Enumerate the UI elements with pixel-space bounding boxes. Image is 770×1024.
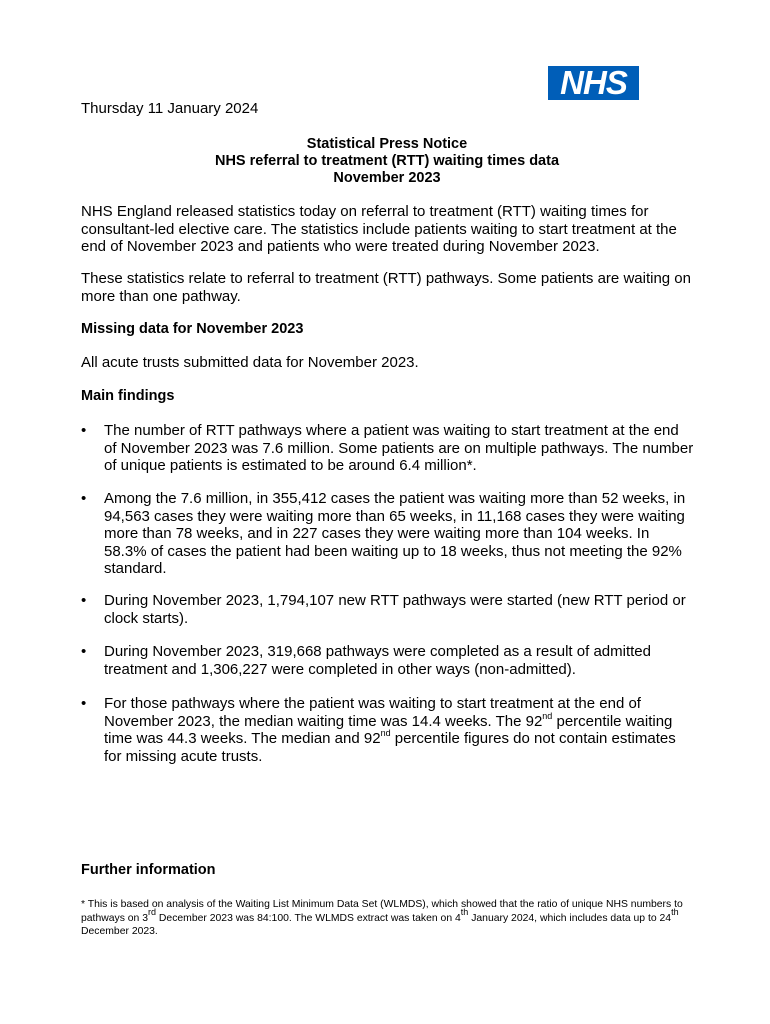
title-line-3: November 2023 xyxy=(333,170,441,186)
footnote-part: December 2023. xyxy=(81,926,158,937)
finding-text: The number of RTT pathways where a patient was waiting to start treatment at the end of November 2023 was 7.6 million. Some patients are on multiple pathways. The number of unique patients is estimated to be around 6.4 million*. xyxy=(104,422,694,474)
missing-data-heading: Missing data for November 2023 xyxy=(81,321,304,337)
bullet-icon: • xyxy=(81,490,87,507)
finding-text-part: percentile figures do not contain estimates for missing acute trusts. xyxy=(104,730,676,765)
footnote xyxy=(81,898,693,939)
bullet-icon: • xyxy=(81,643,87,660)
ordinal-suffix: nd xyxy=(542,710,553,721)
missing-data-text: All acute trusts submitted data for November 2023. xyxy=(81,354,419,371)
document-title xyxy=(81,136,693,187)
publication-date: Thursday 11 January 2024 xyxy=(81,100,259,117)
footnote-part: January 2024, which includes data up to 24 xyxy=(468,912,672,924)
finding-text: During November 2023, 319,668 pathways were completed as a result of admitted treatment and 1,306,227 were completed in other ways (non-admitted). xyxy=(104,643,651,678)
finding-text: During November 2023, 1,794,107 new RTT pathways were started (new RTT period or clock starts). xyxy=(104,592,686,627)
title-line-1: Statistical Press Notice xyxy=(306,136,468,152)
further-information-heading: Further information xyxy=(81,862,216,878)
bullet-icon: • xyxy=(81,592,87,609)
bullet-icon: • xyxy=(81,422,87,439)
ordinal-suffix: rd xyxy=(148,907,157,918)
bullet-icon: • xyxy=(81,695,87,712)
main-findings-heading: Main findings xyxy=(81,388,175,404)
nhs-logo: NHS xyxy=(548,66,639,100)
ordinal-suffix: nd xyxy=(380,728,391,738)
intro-paragraph-1: NHS England released statistics today on referral to treatment (RTT) waiting times for consultant-led elective care. The statistics include patients waiting to start treatment at the end of November 2023 and patients who were treated during November 2023. xyxy=(81,203,677,255)
intro-paragraph-2: These statistics relate to referral to treatment (RTT) pathways. Some patients are waiting on more than one pathway. xyxy=(81,270,691,305)
title-line-2: NHS referral to treatment (RTT) waiting times data xyxy=(214,153,560,169)
finding-text: Among the 7.6 million, in 355,412 cases the patient was waiting more than 52 weeks, in 94,563 cases they were waiting more than 65 weeks, in 11,168 cases they were waiting more than 78 weeks, and in 227 cases they were waiting more than 104 weeks. In 58.3% of cases the patient had been waiting up to 18 weeks, thus not meeting the 92% standard. xyxy=(104,490,686,577)
ordinal-suffix: th xyxy=(460,907,469,918)
finding-text-part: For those pathways where the patient was waiting to start treatment at the end of November 2023, the median waiting time was 14.4 weeks. The 92 xyxy=(104,695,641,730)
footnote-part: December 2023 was 84:100. The WLMDS extract was taken on 4 xyxy=(156,912,461,924)
footnote-part: * This is based on analysis of the Waiting List Minimum Data Set (WLMDS), which showed that the ratio of unique NHS numbers to pathways on 3 xyxy=(81,899,683,924)
ordinal-suffix: th xyxy=(671,907,679,918)
finding-text-part: percentile waiting time was 44.3 weeks. The median and 92 xyxy=(104,712,673,747)
finding-text xyxy=(104,695,694,765)
